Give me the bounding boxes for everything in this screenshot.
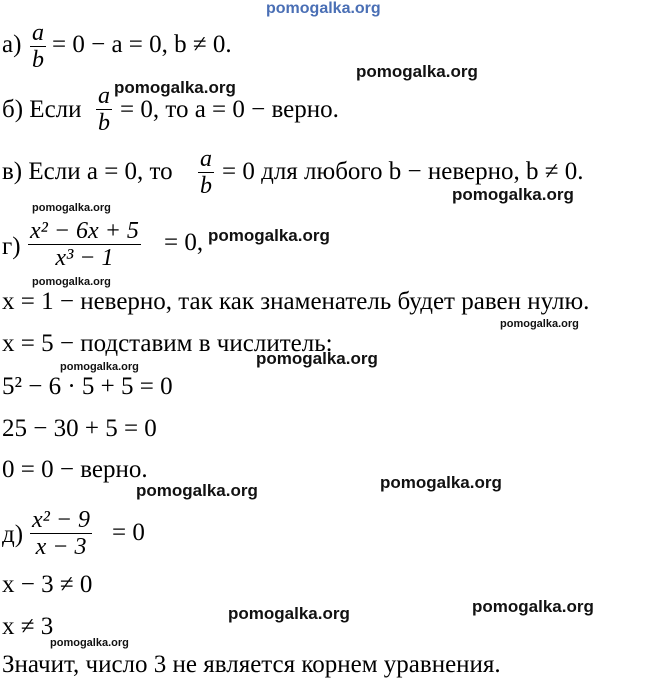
item-v-numerator: a [200, 146, 212, 172]
item-g-line-4: 25 − 30 + 5 = 0 [2, 415, 157, 442]
item-g-line-2: x = 5 − подставим в числитель: [2, 330, 333, 357]
watermark-text: pomogalka.org [256, 349, 378, 368]
item-d-line-1: x − 3 ≠ 0 [2, 571, 93, 598]
watermark-text: pomogalka.org [136, 481, 258, 500]
item-b-fraction [96, 83, 112, 136]
item-a-label: а) [2, 31, 22, 58]
watermark-text: pomogalka.org [452, 185, 574, 204]
item-d-text: = 0 [112, 519, 145, 546]
item-d-label: д) [2, 521, 24, 548]
item-a-text: = 0 − a = 0, b ≠ 0. [52, 31, 232, 58]
item-d-denominator: x − 3 [30, 533, 92, 560]
watermark-text: pomogalka.org [500, 318, 579, 330]
watermark-text: pomogalka.org [472, 597, 594, 616]
item-g-label: г) [2, 233, 21, 260]
watermark-text: pomogalka.org [50, 637, 129, 649]
item-a-denominator: b [32, 47, 44, 73]
item-b-label: б) Если [2, 96, 82, 123]
item-g-line-3: 5² − 6 · 5 + 5 = 0 [2, 373, 173, 400]
watermark-text: pomogalka.org [32, 276, 111, 288]
item-g-fraction [28, 218, 141, 271]
item-d-fraction [30, 507, 92, 560]
item-g-denominator: x³ − 1 [28, 244, 141, 271]
item-d-line-3: Значит, число 3 не является корнем уравнения. [2, 651, 501, 678]
item-b-text: = 0, то a = 0 − верно. [120, 96, 339, 123]
item-g-line-5: 0 = 0 − верно. [2, 456, 148, 483]
item-d-numerator: x² − 9 [32, 507, 91, 533]
watermark-text: pomogalka.org [208, 226, 330, 245]
item-g-numerator: x² − 6x + 5 [30, 218, 139, 244]
item-d-line-2: x ≠ 3 [2, 613, 54, 640]
item-a-numerator: a [32, 20, 44, 46]
watermark-text: pomogalka.org [32, 202, 111, 214]
item-g-text: = 0, [164, 229, 204, 256]
item-v-label: в) Если a = 0, то [2, 158, 173, 185]
watermark-text: pomogalka.org [60, 361, 139, 373]
item-a-fraction [30, 20, 46, 73]
watermark-text: pomogalka.org [228, 604, 350, 623]
item-v-fraction [198, 146, 214, 199]
header-watermark[interactable]: pomogalka.org [266, 0, 381, 17]
watermark-text: pomogalka.org [114, 78, 236, 97]
item-v-denominator: b [200, 173, 212, 199]
item-b-denominator: b [98, 110, 110, 136]
watermark-text: pomogalka.org [356, 62, 478, 81]
item-b-numerator: a [98, 83, 110, 109]
item-v-text: = 0 для любого b − неверно, b ≠ 0. [222, 158, 584, 185]
watermark-text: pomogalka.org [380, 473, 502, 492]
item-g-line-1: x = 1 − неверно, так как знаменатель будет равен нулю. [2, 288, 590, 315]
